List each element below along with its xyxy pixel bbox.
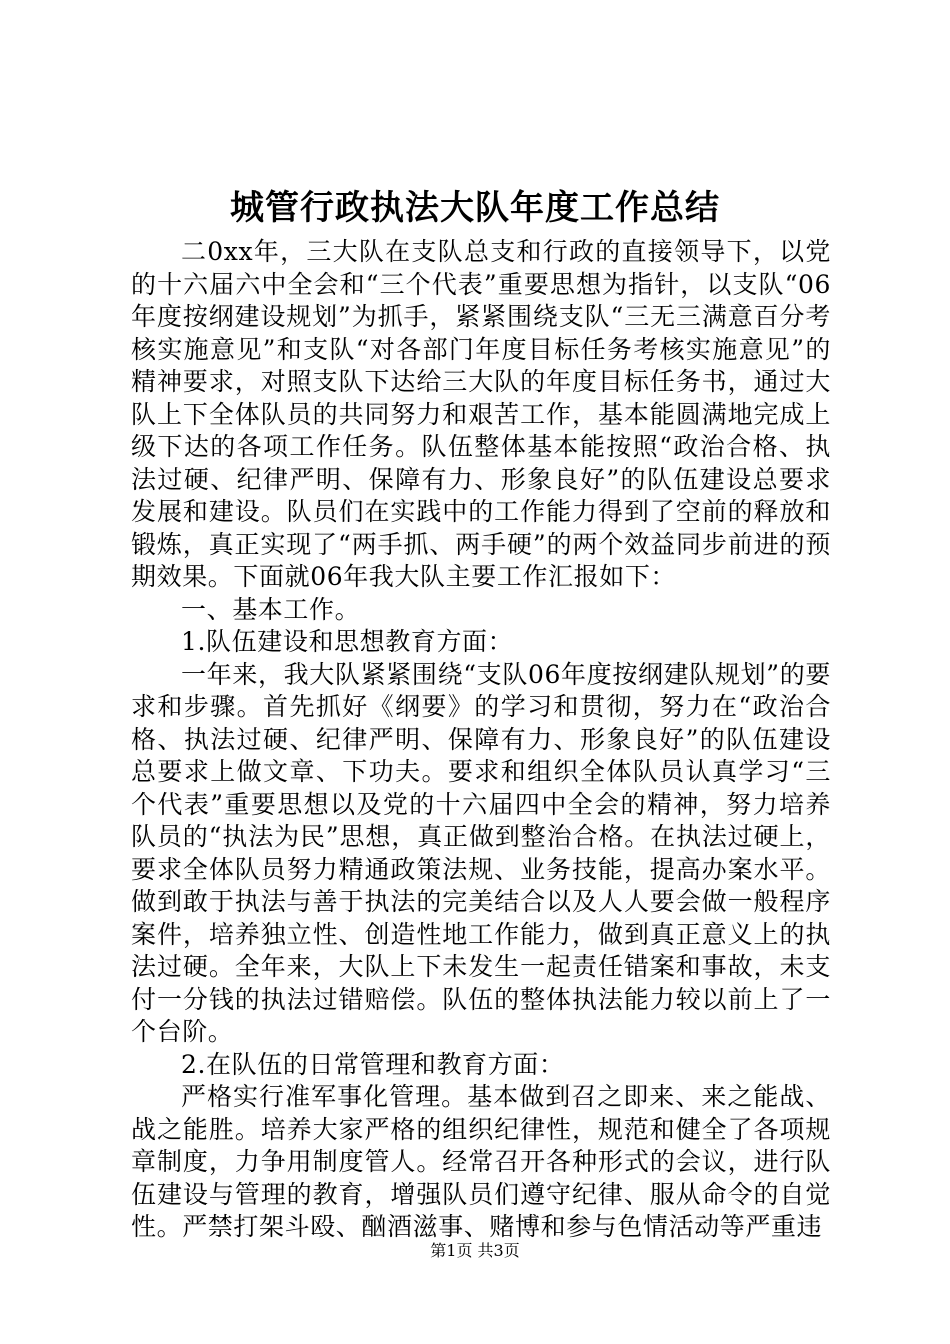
document-title: 城管行政执法大队年度工作总结 [230, 188, 720, 228]
subsection-heading: 1.队伍建设和思想教育方面： [181, 627, 514, 656]
paragraph: 一年来，我大队紧紧围绕“支队06年度按纲建队规划”的要求和步骤。首先抓好《纲要》的学习和贯彻，努力在“政治合格、执法过硬、纪律严明、保障有力、形象良好”的队伍建设总要求上做文章、下功夫。要求和组织全体队员认真学习“三个代表”重要思想以及党的十六届四中全会的精神，努力培养队员的“执法为民”思想，真正做到整治合格。在执法过硬上，要求全体队员努力精通政策法规、业务技能，提高办案水平。做到敢于执法与善于执法的完美结合以及人人要会做一般程序案件，培养独立性、创造性地工作能力，做到真正意义上的执法过硬。全年来，大队上下未发生一起责任错案和事故，未支付一分钱的执法过错赔偿。队伍的整体执法能力较以前上了一个台阶。 [131, 659, 831, 1046]
paragraph: 严格实行准军事化管理。基本做到召之即来、来之能战、战之能胜。培养大家严格的组织纪律性，规范和健全了各项规章制度，力争用制度管人。经常召开各种形式的会议，进行队伍建设与管理的教育，增强队员们遵守纪律、服从命令的自觉性。严禁打架斗殴、酗酒滋事、赌博和参与色情活动等严重违 [131, 1082, 831, 1241]
page-number: 第1页 共3页 [430, 1241, 520, 1260]
document-body [131, 236, 831, 1244]
subsection-heading: 2.在队伍的日常管理和教育方面： [181, 1049, 565, 1079]
section-heading: 一、基本工作。 [181, 594, 361, 624]
paragraph: 二0xx年，三大队在支队总支和行政的直接领导下，以党的十六届六中全会和“三个代表”重要思想为指针，以支队“06年度按纲建设规划”为抓手，紧紧围绕支队“三无三满意百分考核实施意见”和支队“对各部门年度目标任务考核实施意见”的精神要求，对照支队下达给三大队的年度目标任务书，通过大队上下全体队员的共同努力和艰苦工作，基本能圆满地完成上级下达的各项工作任务。队伍整体基本能按照“政治合格、执法过硬、纪律严明、保障有力、形象良好”的队伍建设总要求发展和建设。队员们在实践中的工作能力得到了空前的释放和锻炼，真正实现了“两手抓、两手硬”的两个效益同步前进的预期效果。下面就06年我大队主要工作汇报如下： [131, 237, 831, 591]
